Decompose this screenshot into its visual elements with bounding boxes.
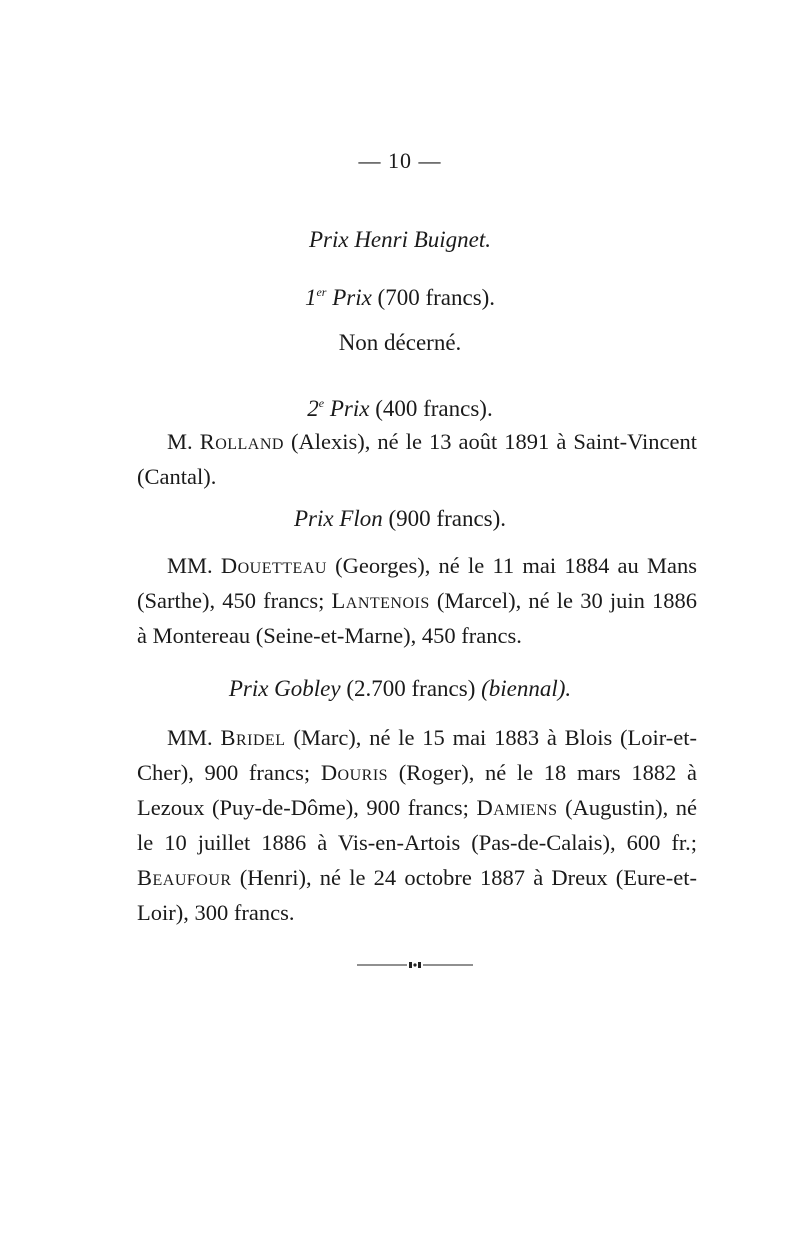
laureate-name: Rolland — [199, 429, 284, 454]
laureate-name: Lantenois — [331, 588, 430, 613]
section-title-buignet — [0, 226, 800, 254]
title-note: (biennal). — [481, 676, 572, 701]
prize-rank: 2 — [307, 396, 319, 421]
text-prefix: M. — [167, 429, 200, 454]
laureate-name: Bridel — [220, 725, 286, 750]
laureate-name: Douetteau — [220, 553, 327, 578]
page-number: — 10 — — [358, 148, 442, 173]
title-amount: (900 francs). — [382, 506, 507, 531]
first-prize-heading — [0, 278, 800, 312]
title-name: Prix Flon — [293, 506, 383, 531]
laureate-name: Douris — [320, 760, 389, 785]
prize-amount: (700 francs). — [377, 285, 496, 310]
laureate-details: (Alexis), né le 13 août 1891 à Saint-Vincent (Cantal). — [137, 429, 698, 489]
text-prefix: MM. — [167, 725, 221, 750]
text-prefix: MM. — [167, 553, 221, 578]
second-prize-laureate — [137, 424, 697, 494]
section-title-flon — [0, 505, 800, 533]
prize-rank-suffix: e — [318, 396, 325, 410]
laureate-details: (Augustin), né le 10 juillet 1886 à Vis-en-Artois (Pas-de-Calais), 600 fr.; — [137, 795, 697, 855]
prize-name: Prix — [329, 396, 370, 421]
flon-laureates — [137, 548, 697, 653]
prize-amount: (400 francs). — [375, 396, 493, 421]
title-name: Prix Gobley — [228, 676, 341, 701]
prize-rank-suffix: er — [316, 285, 327, 299]
prize-name: Prix — [332, 285, 372, 310]
laureate-name: Beaufour — [137, 865, 232, 890]
prize-rank: 1 — [304, 285, 317, 310]
laureate-details: (Henri), né le 24 octobre 1887 à Dreux (Eure-et-Loir), 300 francs. — [137, 865, 697, 925]
title-text: Prix Henri Buignet. — [308, 227, 492, 252]
laureate-details: (Marcel), né le 30 juin 1886 à Montereau (Seine-et-Marne), 450 francs. — [137, 588, 698, 648]
laureate-name: Damiens — [476, 795, 558, 820]
ornament-divider — [355, 958, 475, 972]
laureate-details: (Georges), né le 11 mai 1884 au Mans (Sarthe), 450 francs; — [137, 553, 698, 613]
gobley-laureates — [137, 720, 697, 930]
first-prize-result: Non décerné. — [338, 330, 462, 355]
laureate-details: (Marc), né le 15 mai 1883 à Blois (Loir-et-Cher), 900 francs; — [137, 725, 697, 785]
laureate-details: (Roger), né le 18 mars 1882 à Lezoux (Puy-de-Dôme), 900 francs; — [137, 760, 697, 820]
section-title-gobley — [0, 675, 800, 703]
title-amount: (2.700 francs) — [340, 676, 482, 701]
second-prize-heading — [0, 389, 800, 423]
